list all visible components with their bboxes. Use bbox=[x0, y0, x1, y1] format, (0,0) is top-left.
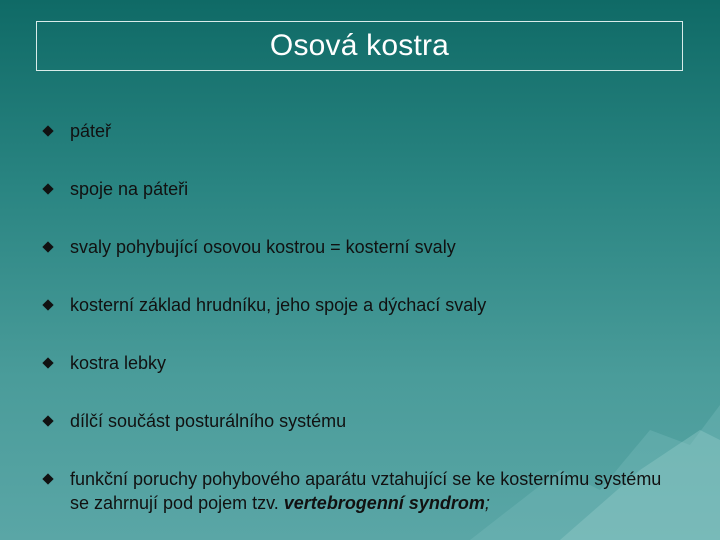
bullet-item bbox=[41, 177, 681, 201]
bullet-item bbox=[41, 119, 681, 143]
bullet-item bbox=[41, 235, 681, 259]
bullet-text: dílčí součást posturálního systému bbox=[70, 411, 347, 431]
bullet-item bbox=[41, 293, 681, 317]
bullet-list bbox=[41, 119, 681, 515]
diamond-bullet-icon bbox=[42, 125, 53, 136]
title-box bbox=[36, 21, 683, 71]
bullet-item bbox=[41, 467, 681, 515]
diamond-bullet-icon bbox=[42, 357, 53, 368]
emphasis-term: vertebrogenní syndrom bbox=[283, 493, 485, 513]
bullet-item bbox=[41, 409, 681, 433]
bullet-text: páteř bbox=[70, 121, 112, 141]
diamond-bullet-icon bbox=[42, 473, 53, 484]
bullet-text: svaly pohybující osovou kostrou = kosterní svaly bbox=[70, 237, 456, 257]
diamond-bullet-icon bbox=[42, 299, 53, 310]
bullet-trailing-punctuation: ; bbox=[484, 493, 490, 513]
diamond-bullet-icon bbox=[42, 241, 53, 252]
bullet-text: kostra lebky bbox=[70, 353, 167, 373]
diamond-bullet-icon bbox=[42, 415, 53, 426]
diamond-bullet-icon bbox=[42, 183, 53, 194]
bullet-item bbox=[41, 351, 681, 375]
bullet-text: spoje na páteři bbox=[70, 179, 189, 199]
bullet-text: kosterní základ hrudníku, jeho spoje a dýchací svaly bbox=[70, 295, 487, 315]
bullet-text: funkční poruchy pohybového aparátu vztahující se ke kosternímu systému se zahrnují pod pojem tzv. bbox=[70, 469, 662, 513]
slide-title: Osová kostra bbox=[269, 29, 450, 62]
